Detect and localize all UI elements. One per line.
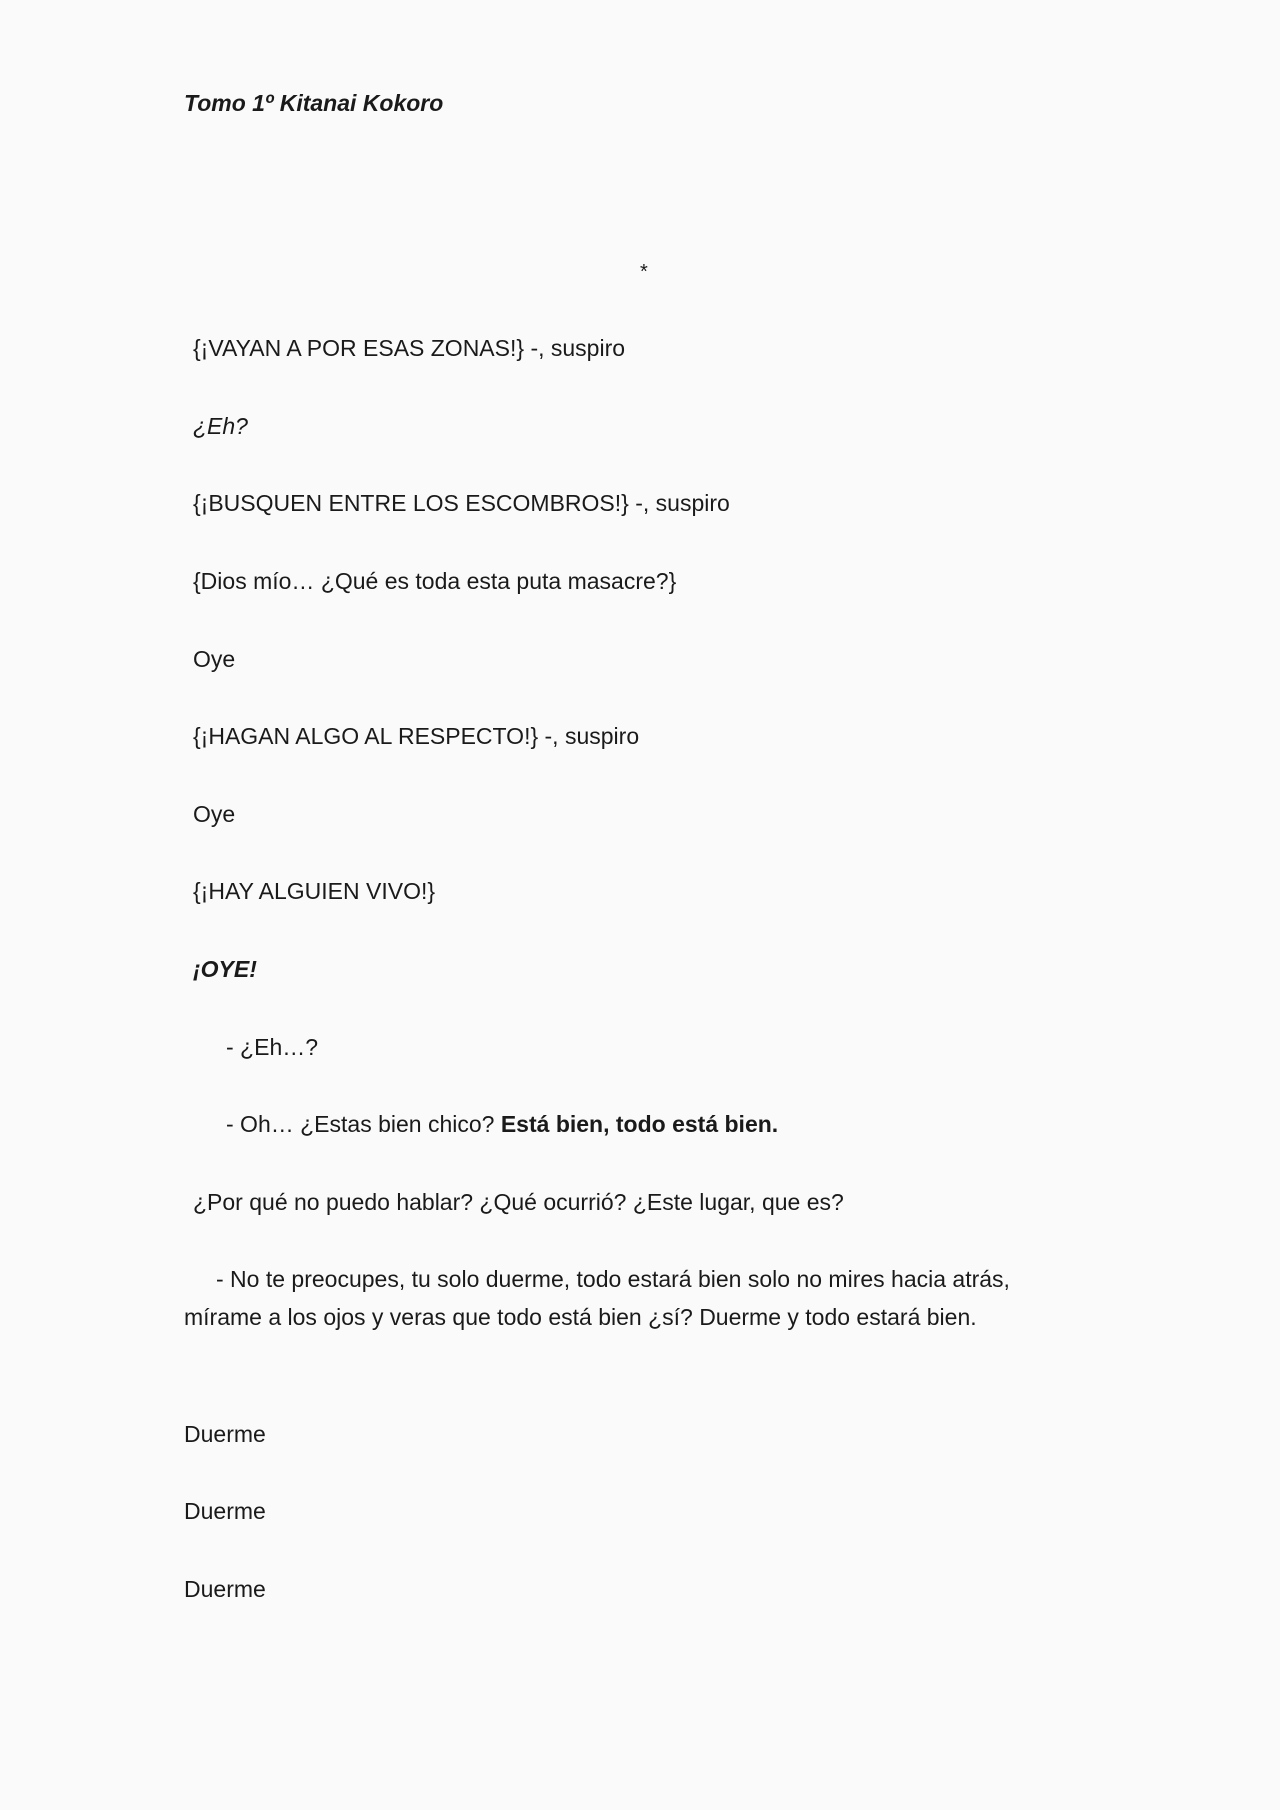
dialogue-oh-bold: Está bien, todo está bien. (500, 1111, 779, 1137)
text-line-5: Oye (193, 646, 236, 672)
text-line-6: {¡HAGAN ALGO AL RESPECTO!} -, suspiro (193, 723, 640, 749)
dialogue-line-oh (226, 1110, 778, 1138)
text-line-7: Oye (193, 801, 236, 827)
section-separator: * (640, 261, 648, 283)
closing-line-2: Duerme (184, 1498, 266, 1524)
text-line-9: ¡OYE! (193, 956, 257, 982)
dialogue-paragraph: - No te preocupes, tu solo duerme, todo estará bien solo no mires hacia atrás, mírame a los ojos y veras que todo está bien ¿sí? Duerme y todo estará bien. (184, 1266, 1010, 1330)
question-line: ¿Por qué no puedo hablar? ¿Qué ocurrió? ¿Este lugar, que es? (193, 1189, 844, 1215)
closing-line-1: Duerme (184, 1421, 266, 1447)
document-title: Tomo 1º Kitanai Kokoro (184, 90, 444, 116)
closing-line-3: Duerme (184, 1576, 266, 1602)
text-line-2: ¿Eh? (193, 413, 248, 439)
text-line-3: {¡BUSQUEN ENTRE LOS ESCOMBROS!} -, suspiro (193, 490, 730, 516)
dialogue-oh-normal: - Oh… ¿Estas bien chico? (226, 1111, 501, 1137)
text-line-1: {¡VAYAN A POR ESAS ZONAS!} -, suspiro (193, 335, 626, 361)
dialogue-line-eh: - ¿Eh…? (226, 1034, 319, 1060)
text-line-8: {¡HAY ALGUIEN VIVO!} (193, 878, 436, 904)
text-line-4: {Dios mío… ¿Qué es toda esta puta masacre?} (193, 568, 677, 594)
